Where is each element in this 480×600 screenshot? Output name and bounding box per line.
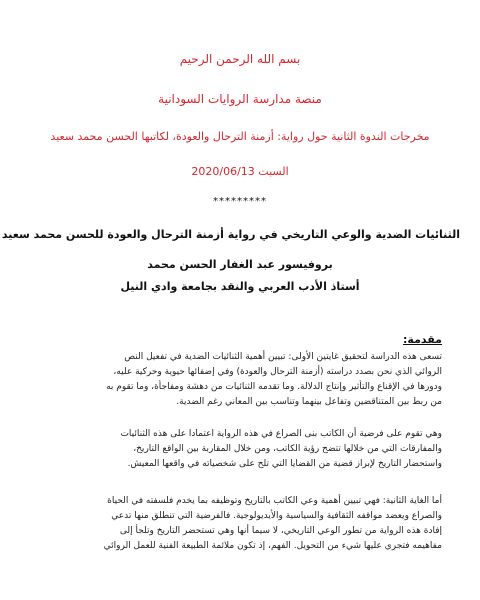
paragraph-line: مفاهيمه فتجري عليها شيء من التحويل. الفهم، إذ تكون ملائمة الطبيعة الفنية للعمل الروائي <box>103 541 442 551</box>
paragraph-line: والمفارقات التي من خلالها تتضح رؤية الكاتب، ومن خلال المقاربة بين الواقع التاريخ، <box>133 444 442 454</box>
intro-heading: مقدمة: <box>403 333 442 346</box>
paragraph-line: تسعى هذه الدراسة لتحقيق غايتين الأولى: تبيين أهمية الثنائيات الضدية في تفعيل النص <box>124 352 442 362</box>
intro-paragraph-1 <box>34 350 442 410</box>
paragraph-line: الروائي الذي نحن بصدد دراسته (أزمنة الترحال والعودة) وفي إضفائها حيوية وحركية عليه، <box>113 367 442 377</box>
author-affiliation: أستاذ الأدب العربي والنقد بجامعة وادي النيل <box>120 280 360 293</box>
paragraph-line: من ربط بين المتناقضين وتفاعل بينهما وتناسب بين المعاني رغم الضدية. <box>176 397 442 407</box>
paragraph-line: والصراع ويعضد مواقفه الثقافية والسياسية والأيديولوجية. فالفرضية التي تنطلق منها تدعي <box>111 511 442 521</box>
intro-paragraph-3 <box>34 494 442 554</box>
basmala: بسم الله الرحمن الرحيم <box>179 52 301 66</box>
paragraph-line: ودورها في الإقناع والتأثير وإنتاج الدلالة. وما تقدمه الثنائيات من دهشة ومفاجأة، وما تقوم به <box>106 382 442 392</box>
paper-title: الثنائيات الضدية والوعي التاريخي في رواية أزمنة الترحال والعودة للحسن محمد سعيد <box>1 228 460 241</box>
separator: ********* <box>213 196 267 207</box>
paragraph-line: أما الغاية الثانية: فهي تبيين أهمية وعي الكاتب بالتاريخ وتوظيفه بما يخدم فلسفته في الحياة <box>107 496 442 506</box>
platform-name: منصة مدارسة الروايات السودانية <box>158 92 322 106</box>
paragraph-line: وهي تقوم على فرضية أن الكاتب بنى الصراع في هذه الرواية اعتمادا على هذه الثنائيات <box>120 429 442 439</box>
seminar-outputs: مخرجات الندوة الثانية حول رواية: أزمنة الترحال والعودة، لكاتبها الحسن محمد سعيد <box>50 130 430 143</box>
paragraph-line: واستحضار التاريخ لإبراز قضية من القضايا التي تلح على شخصياته في واقعها المعيش. <box>127 459 442 469</box>
seminar-date: السبت 2020/06/13 <box>191 165 289 178</box>
author-name: بروفيسور عبد الغفار الحسن محمد <box>147 258 333 271</box>
intro-paragraph-2 <box>34 427 442 472</box>
paragraph-line: إفادة هذه الرواية من تطور الوعي التاريخي، لا سيما أنها وهي تستحضر التاريخ وتلجأ إلى <box>119 526 442 536</box>
